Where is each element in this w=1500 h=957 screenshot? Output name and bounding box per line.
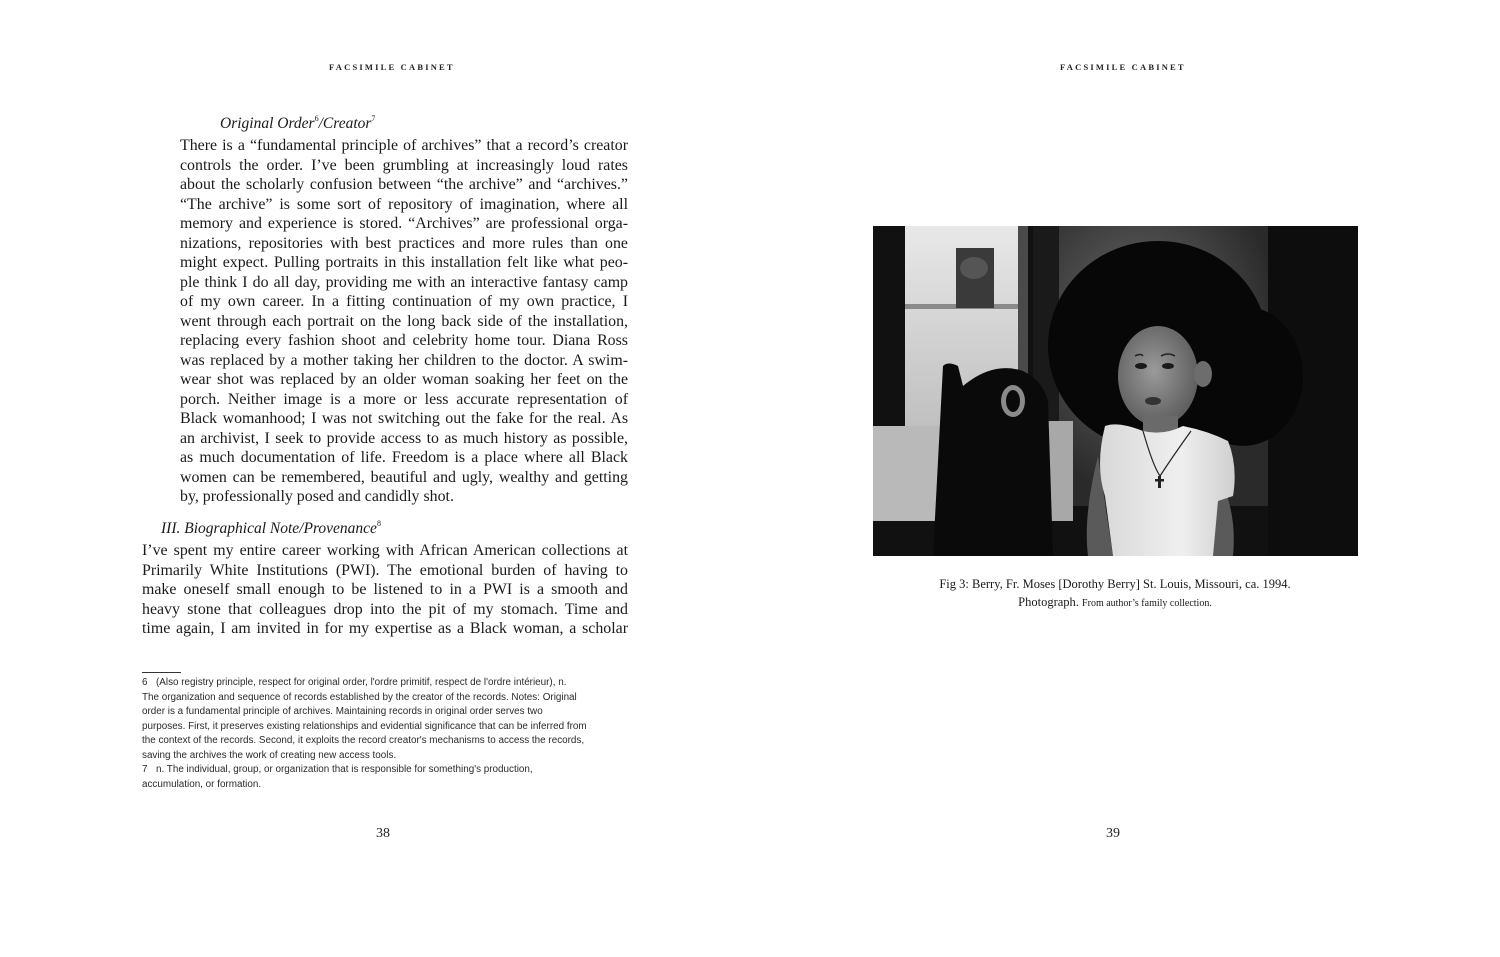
text-line: Black womanhood; I was not switching out the fake for the real. As: [180, 410, 628, 427]
text-line: Primarily White Institutions (PWI). The emotional burden of having to: [142, 561, 628, 579]
footnote-text: saving the archives the work of creating new access tools.: [142, 749, 397, 761]
heading-text: III. Biographical Note/Provenance: [161, 520, 377, 537]
section-heading-biographical-note: [161, 520, 381, 538]
footnote-text: accumulation, or formation.: [142, 778, 262, 790]
photo-face: [1118, 326, 1198, 426]
figure-caption: [850, 575, 1380, 613]
footnote-text: purposes. First, it preserves existing relationships and evidential significance that can be inferred from: [142, 720, 587, 732]
text-line: was replaced by a mother taking her children to the doctor. A swim-: [180, 351, 628, 369]
footnote-text: order is a fundamental principle of archives. Maintaining records in original order serves two: [142, 706, 543, 717]
caption-type: Photograph.: [1018, 595, 1079, 609]
footnote-line: [142, 691, 642, 706]
text-line: wear shot was replaced by an older woman soaking her feet on the: [180, 371, 628, 388]
heading-text: Original Order: [220, 115, 315, 132]
text-line: by, professionally posed and candidly shot.: [180, 488, 454, 505]
photo-shirt: [1100, 424, 1235, 556]
text-line: “The archive” is some sort of repository of imagination, where all: [180, 195, 628, 213]
footnote-7: [142, 763, 642, 792]
text-line: ple think I do all day, providing me with an interactive fantasy camp: [180, 273, 628, 291]
footnote-line: [142, 749, 642, 764]
footnote-6: [142, 676, 642, 763]
footnote-text: n. The individual, group, or organization that is responsible for something's production,: [156, 764, 533, 775]
photograph-image: [873, 226, 1358, 556]
running-head: FACSIMILE CABINET: [1060, 62, 1186, 72]
footnote-line: [142, 734, 642, 749]
text-line: memory and experience is stored. “Archives” are professional orga-: [180, 215, 628, 232]
text-line: replacing every fashion shoot and celebrity home tour. Diana Ross: [180, 332, 628, 349]
heading-text: /Creator: [318, 115, 372, 132]
text-line: time again, I am invited in for my expertise as a Black woman, a scholar: [142, 620, 628, 637]
text-line: There is a “fundamental principle of archives” that a record’s creator: [180, 137, 628, 154]
text-line: might expect. Pulling portraits in this installation felt like what peo-: [180, 254, 628, 271]
text-line: make oneself small enough to be listened to in a PWI is a smooth and: [142, 581, 628, 598]
text-line: went through each portrait on the long back side of the installation,: [180, 312, 628, 330]
text-line: as much documentation of life. Freedom is a place where all Black: [180, 449, 628, 466]
text-line: nizations, repositories with best practices and more rules than one: [180, 234, 628, 252]
caption-line-1: Fig 3: Berry, Fr. Moses [Dorothy Berry] St. Louis, Missouri, ca. 1994.: [939, 577, 1291, 591]
body-paragraph-original-order: [180, 136, 628, 507]
page-number: 39: [1106, 826, 1120, 841]
caption-source: From author’s family collection.: [1082, 598, 1212, 609]
text-line: of my own career. In a fitting continuation of my own practice, I: [180, 293, 628, 310]
footnote-number: 6: [142, 677, 148, 688]
body-paragraph-biographical-note: [142, 541, 628, 639]
footnote-line: [142, 778, 642, 793]
footnote-ref-8[interactable]: 8: [376, 519, 381, 528]
right-page: [750, 0, 1500, 957]
text-line: an archivist, I seek to provide access to as much history as possible,: [180, 429, 628, 447]
page-number: 38: [376, 826, 390, 841]
footnotes: [142, 676, 642, 792]
text-line: about the scholarly confusion between “the archive” and “archives.”: [180, 176, 628, 193]
footnote-line: [142, 676, 642, 691]
text-line: women can be remembered, beautiful and ugly, wealthy and getting: [180, 468, 628, 486]
running-head: FACSIMILE CABINET: [329, 62, 455, 72]
figure-photograph: [873, 226, 1358, 556]
footnote-line: [142, 720, 642, 735]
photo-chair: [933, 364, 1053, 557]
footnote-number: 7: [142, 764, 148, 775]
footnote-ref-7[interactable]: 7: [371, 114, 376, 123]
footnote-ref-6[interactable]: 6: [314, 114, 319, 123]
text-line: heavy stone that colleagues drop into the pit of my stomach. Time and: [142, 600, 628, 618]
footnote-text: the context of the records. Second, it exploits the record creator's mechanisms to access the records,: [142, 735, 585, 746]
text-line: I’ve spent my entire career working with African American collections at: [142, 542, 628, 559]
text-line: controls the order. I’ve been grumbling at increasingly loud rates: [180, 156, 628, 174]
footnote-text: The organization and sequence of records established by the creator of the records. Notes: Original: [142, 691, 577, 703]
footnote-divider: [142, 672, 181, 673]
section-heading-original-order: [220, 115, 375, 133]
text-line: porch. Neither image is a more or less accurate representation of: [180, 390, 628, 408]
footnote-text: (Also registry principle, respect for original order, l'ordre primitif, respect de l'ordre intérieur), n.: [156, 677, 567, 688]
footnote-line: [142, 763, 642, 778]
caption-line-2: [850, 593, 1380, 613]
photo-tablecloth: [873, 426, 943, 521]
footnote-line: [142, 705, 642, 720]
